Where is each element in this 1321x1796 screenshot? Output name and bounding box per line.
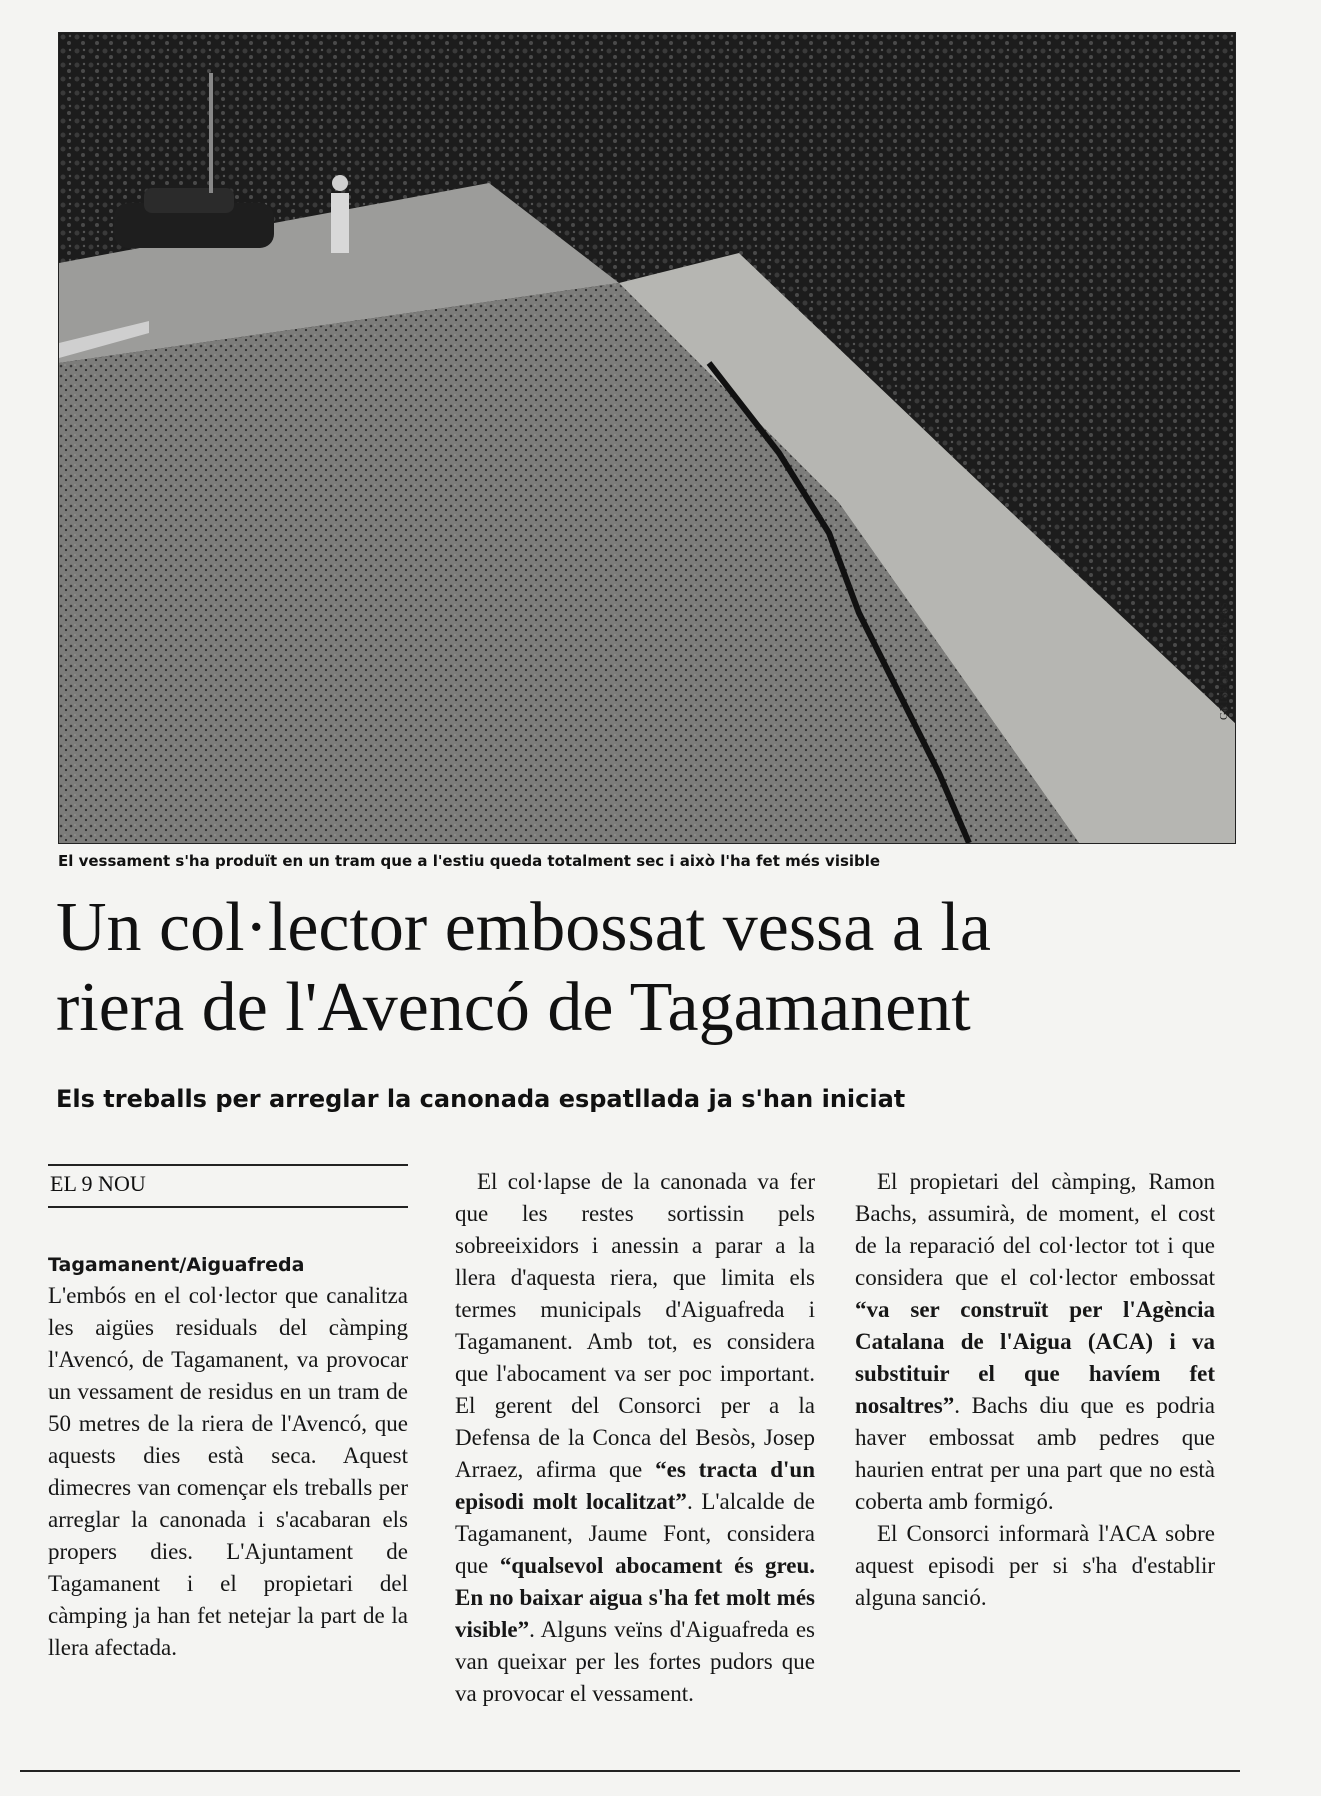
subheadline: Els treballs per arreglar la canonada espatllada ja s'han iniciat [56,1085,906,1113]
article-column-1 [48,1250,408,1664]
article-column-2 [455,1166,815,1710]
photo-caption: El vessament s'ha produït en un tram que a l'estiu queda totalment sec i això l'ha fet més visible [58,852,881,870]
headline-line-1: Un col·lector embossat vessa a la [56,889,991,966]
byline-rule-bottom [48,1206,408,1208]
photo-credit-text: GRISELDA ESCRIGAS [1218,601,1230,720]
article-text: El col·lapse de la canonada va fer que les restes sortissin pels sobreeixidors i anessin a parar a la llera d'aquesta riera, que limita els termes municipals d'Aiguafreda i Tagamanent. Amb tot, es considera que l'abocament va ser poc important. El gerent del Consorci per a la Defensa de la Conca del Besòs, Josep Arraez, afirma que [455,1169,815,1482]
article-text: El propietari del càmping, Ramon Bachs, assumirà, de moment, el cost de la reparació del col·lector tot i que considera que el col·lector embossat [855,1169,1215,1290]
article-paragraph [455,1166,815,1710]
riverbed-photo-illustration [59,33,1235,843]
article-paragraph: El Consorci informarà l'ACA sobre aquest episodi per si s'ha d'establir alguna sanció. [855,1521,1215,1610]
byline-rule-top [48,1164,408,1166]
article-quote: “va ser construït per l'Agència Catalana de l'Aigua (ACA) i va substituir el que havíem fet nosaltres” [855,1297,1215,1418]
byline: EL 9 NOU [50,1171,146,1196]
headline [56,888,1236,1048]
article-paragraph [855,1166,1215,1518]
news-photo [58,32,1236,844]
article-text: . Alguns veïns d'Aiguafreda es van queixar per les fortes pudors que va provocar el vessament. [455,1617,815,1706]
article-column-3 [855,1166,1215,1614]
article-quote: “es tracta d'un episodi molt localitzat” [455,1457,815,1514]
article-quote: “qualsevol abocament és greu. En no baixar aigua s'ha fet molt més visible” [455,1553,815,1642]
headline-line-2: riera de l'Avencó de Tagamanent [56,969,971,1046]
article-text: . Bachs diu que es podria haver embossat amb pedres que haurien entrat per una part que no està coberta amb formigó. [855,1393,1215,1514]
dateline: Tagamanent/Aiguafreda [48,1254,305,1276]
article-text: . L'alcalde de Tagamanent, Jaume Font, considera que [455,1489,815,1578]
bottom-rule [20,1770,1240,1772]
article-paragraph: L'embós en el col·lector que canalitza les aigües residuals del càmping l'Avencó, de Tagamanent, va provocar un vessament de residus en un tram de 50 metres de la riera de l'Avencó, que aquests dies està seca. Aquest dimecres van començar els treballs per arreglar la canonada i s'acabaran els propers dies. L'Ajuntament de Tagamanent i el propietari del càmping ja han fet netejar la part de la llera afectada. [48,1283,408,1660]
